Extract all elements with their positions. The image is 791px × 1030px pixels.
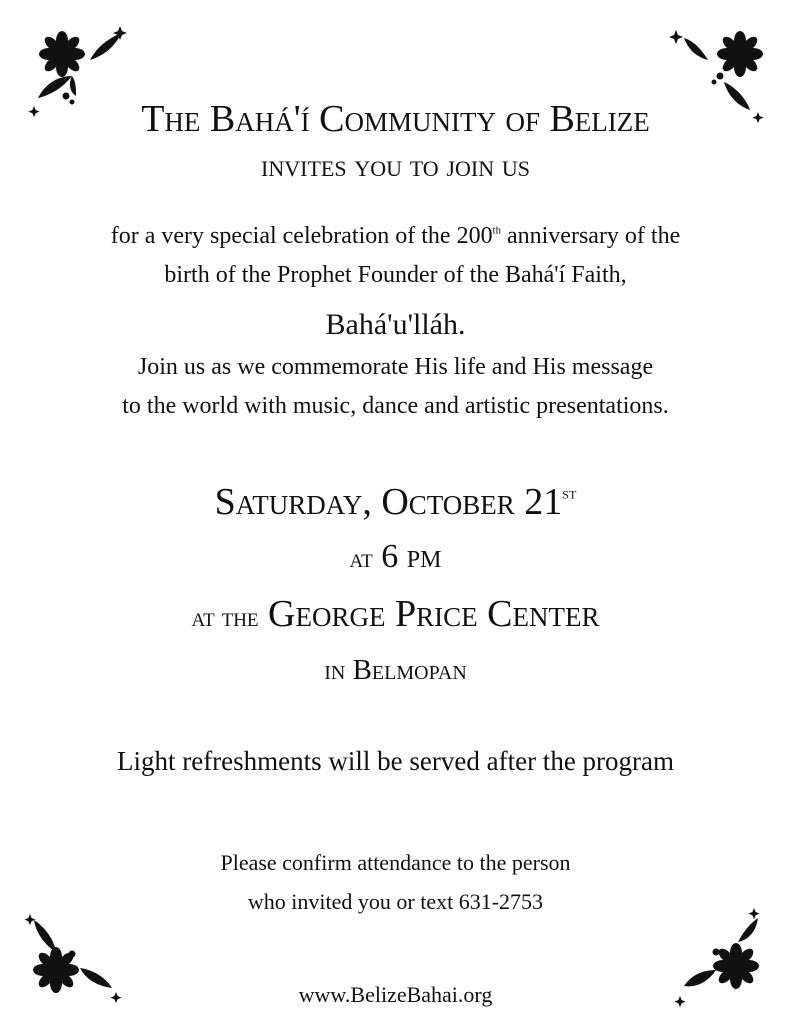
celebration-line (0, 224, 791, 248)
rsvp-line-2: who invited you or text 631-2753 (247, 889, 544, 914)
event-time-text: 6 pm (381, 538, 442, 575)
website-footer (0, 984, 791, 1006)
website-link[interactable]: www.BelizeBahai.org (298, 982, 493, 1007)
celebration-text-end: anniversary of the (500, 223, 681, 249)
date-ordinal-suffix: st (562, 483, 577, 503)
prophet-name: Bahá'u'lláh. (325, 308, 466, 341)
event-venue (0, 595, 791, 633)
ordinal-suffix: th (492, 224, 501, 237)
event-venue-text: George Price Center (268, 593, 600, 635)
bottom-right-floral-ornament-icon (634, 900, 774, 1030)
event-time (0, 540, 791, 574)
event-date (0, 483, 791, 521)
event-venue-prefix: at the (191, 602, 259, 632)
bottom-left-floral-ornament-icon (20, 900, 160, 1030)
celebration-text: for a very special celebration of the 200 (110, 223, 493, 249)
invitation-title: The Bahá'í Community of Belize (141, 98, 650, 140)
rsvp-line-1: Please confirm attendance to the person (220, 850, 571, 875)
event-time-prefix: at (349, 543, 373, 573)
presentations-line: to the world with music, dance and artistic presentations. (122, 393, 669, 419)
event-date-text: Saturday, October 21 (214, 481, 563, 523)
invitation-subtitle: invites you to join us (261, 148, 530, 183)
event-city: in Belmopan (324, 654, 467, 686)
refreshments-note: Light refreshments will be served after the program (116, 746, 675, 776)
commemorate-line: Join us as we commemorate His life and His message (137, 354, 654, 380)
birth-line: birth of the Prophet Founder of the Bahá'í Faith, (164, 262, 627, 288)
